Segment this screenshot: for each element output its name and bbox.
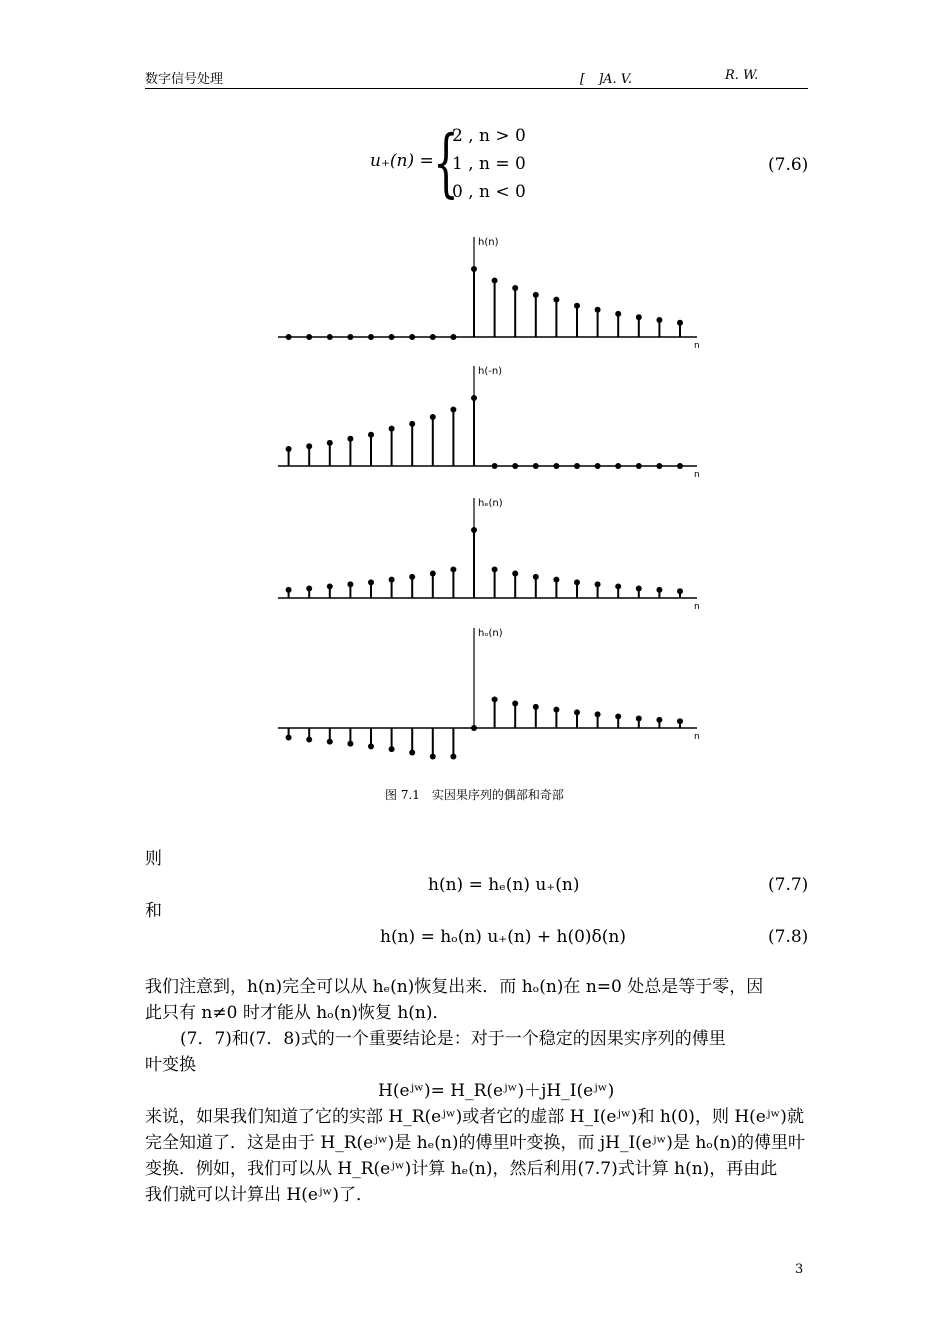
panel-0-point (574, 303, 580, 309)
panel-2-point (492, 566, 498, 572)
panel-1-point (533, 463, 539, 469)
panel-1-point (409, 421, 415, 427)
panel-3-point (430, 754, 436, 760)
panel-1-point (595, 463, 601, 469)
panel-3-point (677, 718, 683, 724)
equation-H: H(eʲʷ)= H_R(eʲʷ)＋jH_I(eʲʷ) (378, 1081, 615, 1101)
panel-3-point (636, 715, 642, 721)
panel-1-point (574, 463, 580, 469)
panel-2-point (471, 527, 477, 533)
equation-7-8: h(n) = hₒ(n) u₊(n) + h(0)δ(n) (380, 927, 626, 947)
figure-caption: 图 7.1 实因果序列的偶部和奇部 (385, 788, 564, 802)
panel-3-point (615, 713, 621, 719)
panel-0-point (450, 334, 456, 340)
panel-2-point (677, 588, 683, 594)
panel-3-point (450, 754, 456, 760)
panel-1-point (492, 463, 498, 469)
equation-brace: { (433, 120, 459, 206)
panel-3-label: hₒ(n) (478, 628, 503, 639)
panel-1-point (368, 432, 374, 438)
panel-3-point (512, 701, 518, 707)
panel-2-point (347, 581, 353, 587)
paragraph-3-line-2: 完全知道了．这是由于 H_R(eʲʷ)是 hₑ(n)的傅里叶变换，而 jH_I(eʲʷ)是 hₒ(n)的傅里叶 (145, 1133, 806, 1153)
panel-0-point (492, 278, 498, 284)
panel-1-label: h(-n) (478, 366, 503, 377)
panel-2-point (327, 583, 333, 589)
paragraph-1-line-2: 此只有 n≠0 时才能从 hₒ(n)恢复 h(n)． (145, 1003, 450, 1023)
panel-3-point (574, 709, 580, 715)
panel-2-point (615, 583, 621, 589)
panel-0-point (677, 320, 683, 326)
header-title: 数字信号处理 (145, 72, 224, 87)
panel-0-point (347, 334, 353, 340)
panel-0-point (636, 314, 642, 320)
panel-0-point (368, 334, 374, 340)
equation-case-1: 2 , n > 0 (452, 126, 526, 146)
panel-3-point (656, 717, 662, 723)
panel-0-point (286, 334, 292, 340)
panel-2-point (430, 571, 436, 577)
panel-2-point (595, 581, 601, 587)
paragraph-2-line-1: (7．7)和(7．8)式的一个重要结论是：对于一个稳定的因果实序列的傅里 (180, 1029, 726, 1049)
header-authors-1: [ ]A. V. (580, 72, 633, 87)
equation-7-8-number: (7.8) (768, 927, 809, 947)
panel-2-point (553, 577, 559, 583)
panel-1-point (327, 440, 333, 446)
panel-1-point (389, 426, 395, 432)
panel-2-point (512, 571, 518, 577)
panel-1-point (615, 463, 621, 469)
panel-1-point (471, 395, 477, 401)
panel-1-point (347, 436, 353, 442)
equation-7-7-number: (7.7) (768, 875, 809, 895)
panel-1-axis-label: n (694, 470, 700, 480)
word-ze: 则 (145, 849, 162, 869)
equation-lhs: u₊(n) = (370, 151, 434, 171)
panel-0-point (656, 317, 662, 323)
panel-3-point (409, 749, 415, 755)
panel-0-label: h(n) (478, 237, 499, 248)
panel-2-point (656, 587, 662, 593)
panel-3-point (595, 711, 601, 717)
equation-case-3: 0 , n < 0 (452, 182, 526, 202)
panel-2-point (574, 579, 580, 585)
header-authors-2: R. W. (725, 68, 759, 83)
panel-3-point (306, 737, 312, 743)
panel-1-point (306, 443, 312, 449)
panel-3-point (471, 725, 477, 731)
panel-0-point (553, 297, 559, 303)
panel-2-point (389, 577, 395, 583)
panel-1-point (677, 463, 683, 469)
paragraph-3-line-3: 变换．例如，我们可以从 H_R(eʲʷ)计算 hₑ(n)，然后利用(7.7)式计算 h(n)，再由此 (145, 1159, 778, 1179)
panel-1-point (450, 407, 456, 413)
paragraph-2-line-2: 叶变换 (145, 1055, 196, 1075)
paragraph-3-line-4: 我们就可以计算出 H(eʲʷ)了． (145, 1185, 373, 1205)
panel-3-point (533, 704, 539, 710)
panel-0-point (615, 311, 621, 317)
panel-3-point (389, 746, 395, 752)
equation-7-6-number: (7.6) (768, 155, 809, 175)
panel-2-point (306, 585, 312, 591)
panel-1-point (512, 463, 518, 469)
panel-2-point (368, 579, 374, 585)
equation-case-2: 1 , n = 0 (452, 154, 526, 174)
panel-3-axis-label: n (694, 732, 700, 742)
panel-2-label: hₑ(n) (478, 498, 503, 509)
panel-0-axis-label: n (694, 341, 700, 351)
panel-3-point (347, 741, 353, 747)
panel-3-point (327, 739, 333, 745)
panel-1-point (553, 463, 559, 469)
panel-0-point (533, 292, 539, 298)
panel-3-point (286, 735, 292, 741)
panel-2-axis-label: n (694, 602, 700, 612)
panel-0-point (595, 307, 601, 313)
panel-0-point (327, 334, 333, 340)
panel-1-point (430, 414, 436, 420)
word-he: 和 (145, 901, 162, 921)
panel-2-point (286, 587, 292, 593)
panel-2-point (533, 574, 539, 580)
panel-0-point (430, 334, 436, 340)
panel-2-point (450, 566, 456, 572)
panel-1-point (656, 463, 662, 469)
panel-0-point (471, 266, 477, 272)
panel-0-point (389, 334, 395, 340)
panel-0-point (306, 334, 312, 340)
panel-2-point (409, 574, 415, 580)
panel-1-point (636, 463, 642, 469)
paragraph-3-line-1: 来说，如果我们知道了它的实部 H_R(eʲʷ)或者它的虚部 H_I(eʲʷ)和 h(0)，则 H(eʲʷ)就 (145, 1107, 804, 1127)
panel-3-point (553, 707, 559, 713)
page-number: 3 (795, 1262, 804, 1277)
panel-0-point (512, 285, 518, 291)
panel-3-point (492, 696, 498, 702)
panel-1-point (286, 446, 292, 452)
panel-2-point (636, 585, 642, 591)
paragraph-1-line-1: 我们注意到，h(n)完全可以从 hₑ(n)恢复出来．而 hₒ(n)在 n=0 处总是等于零，因 (145, 977, 764, 997)
equation-7-7: h(n) = hₑ(n) u₊(n) (428, 875, 580, 895)
panel-3-point (368, 743, 374, 749)
panel-0-point (409, 334, 415, 340)
